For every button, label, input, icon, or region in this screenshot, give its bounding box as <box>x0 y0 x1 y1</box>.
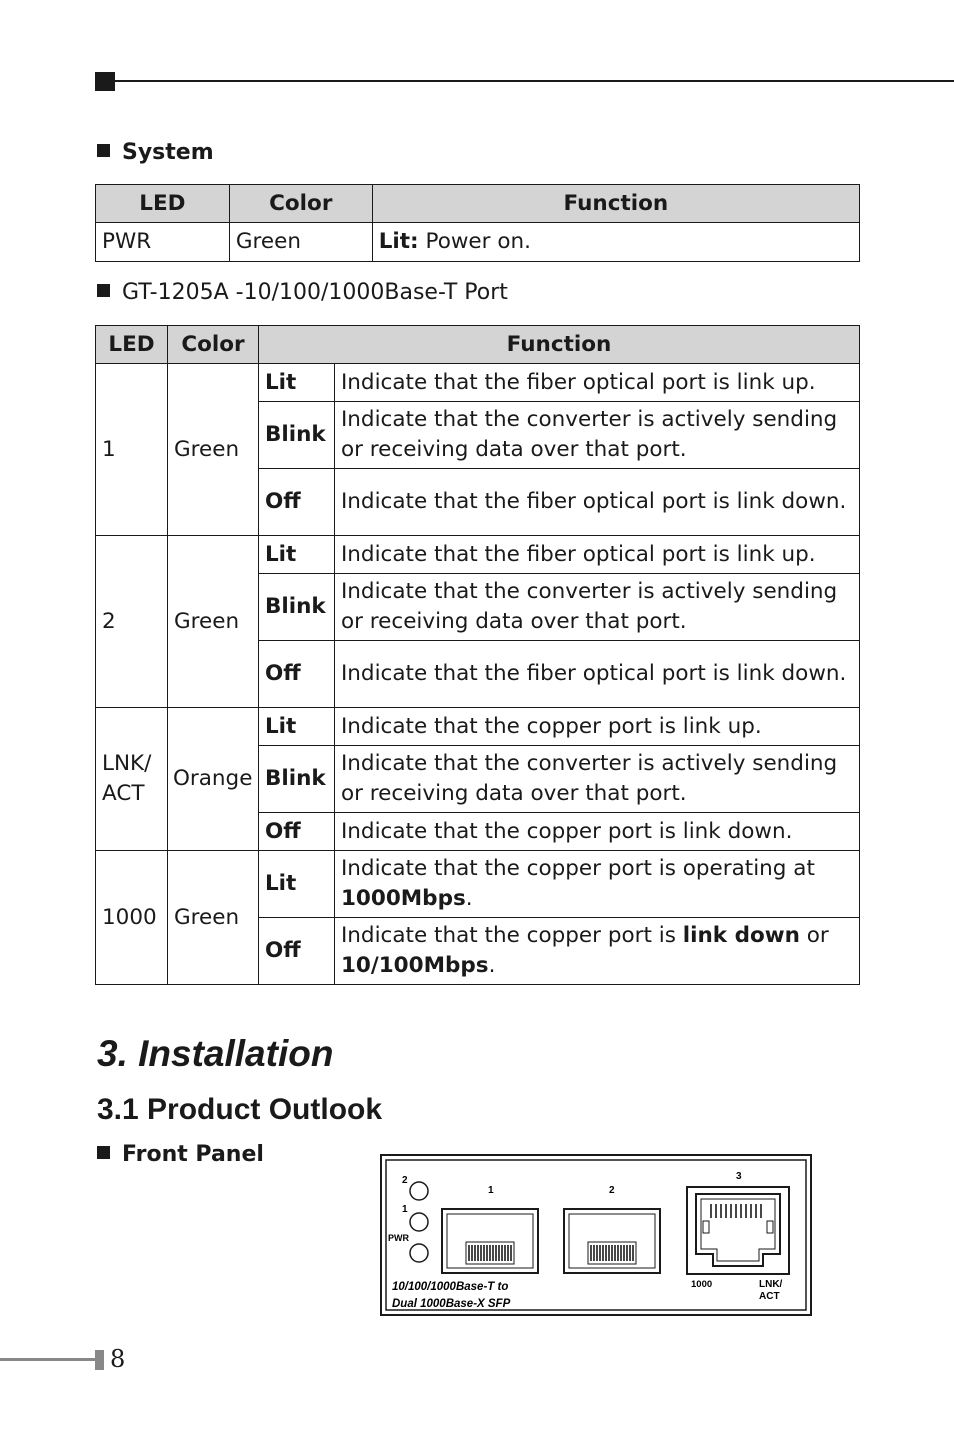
installation-title: 3. Installation <box>97 1033 334 1074</box>
table-row <box>96 708 860 746</box>
state-cell: Off <box>258 469 334 536</box>
function-desc-emphasis: 1000Mbps <box>340 886 466 911</box>
header-square <box>95 72 115 91</box>
led-label-1: 1 <box>402 1204 408 1215</box>
led-cell: 1000 <box>96 851 168 985</box>
led-label-pwr: PWR <box>388 1233 409 1243</box>
sfp-port-2-contacts <box>588 1242 636 1264</box>
table-header-row <box>96 326 860 364</box>
function-cell: Indicate that the fiber optical port is link down. <box>334 641 859 708</box>
led-cell: PWR <box>96 223 230 262</box>
table-header-row <box>96 185 860 223</box>
state-label: Lit: <box>378 229 419 254</box>
header-function: Function <box>372 185 859 223</box>
state-cell: Off <box>258 641 334 708</box>
color-cell: Green <box>167 364 258 536</box>
state-cell: Lit <box>258 851 334 918</box>
system-heading-text: System <box>122 140 214 165</box>
product-outlook-title: 3.1 Product Outlook <box>97 1093 383 1126</box>
function-cell: Indicate that the fiber optical port is link down. <box>334 469 859 536</box>
led-cell: 2 <box>96 536 168 708</box>
function-cell <box>372 223 859 262</box>
state-cell: Lit <box>258 536 334 574</box>
function-desc: or <box>799 923 829 948</box>
label-1000: 1000 <box>691 1279 713 1290</box>
color-cell: Green <box>167 536 258 708</box>
front-panel-diagram <box>380 1154 814 1320</box>
model-caption-line1: 10/100/1000Base-T to <box>392 1281 509 1293</box>
led-label-2: 2 <box>402 1175 408 1186</box>
port-label-2: 2 <box>609 1185 615 1196</box>
port-section-heading <box>97 280 508 306</box>
state-cell: Off <box>258 813 334 851</box>
port-led-table <box>95 325 860 985</box>
function-cell: Indicate that the copper port is link down. <box>334 813 859 851</box>
state-cell: Blink <box>258 402 334 469</box>
function-desc-emphasis: link down <box>682 923 800 948</box>
state-cell: Off <box>258 918 334 985</box>
color-cell: Green <box>167 851 258 985</box>
table-row <box>96 364 860 402</box>
function-cell: Indicate that the converter is actively sending or receiving data over that port. <box>334 574 859 641</box>
color-cell: Orange <box>167 708 258 851</box>
function-desc: Power on. <box>425 229 531 254</box>
header-color: Color <box>167 326 258 364</box>
function-cell: Indicate that the copper port is link up. <box>334 708 859 746</box>
front-panel-heading-text: Front Panel <box>122 1142 264 1167</box>
state-cell: Blink <box>258 574 334 641</box>
bullet-square-icon <box>97 1146 110 1159</box>
system-led-table <box>95 184 860 262</box>
front-panel-heading <box>97 1142 264 1168</box>
state-cell: Lit <box>258 708 334 746</box>
function-cell: Indicate that the fiber optical port is link up. <box>334 536 859 574</box>
label-act: ACT <box>759 1291 780 1302</box>
table-row <box>96 851 860 918</box>
function-desc: . <box>465 886 473 911</box>
port-label-1: 1 <box>488 1185 494 1196</box>
model-caption-line2: Dual 1000Base-X SFP <box>392 1298 511 1310</box>
sfp-port-1-contacts <box>466 1242 514 1264</box>
function-desc: Indicate that the copper port is operating at <box>340 856 815 881</box>
table-row <box>96 536 860 574</box>
led-cell: 1 <box>96 364 168 536</box>
function-cell <box>334 918 859 985</box>
state-cell: Lit <box>258 364 334 402</box>
bullet-square-icon <box>97 284 110 297</box>
header-led: LED <box>96 185 230 223</box>
port-section-heading-text: GT-1205A -10/100/1000Base-T Port <box>122 280 508 305</box>
header-function: Function <box>258 326 859 364</box>
led-cell: LNK/ ACT <box>96 708 168 851</box>
bullet-square-icon <box>97 144 110 157</box>
label-lnk: LNK/ <box>759 1279 783 1290</box>
function-desc: Indicate that the copper port is <box>340 923 683 948</box>
port-label-3: 3 <box>736 1171 742 1182</box>
function-cell: Indicate that the converter is actively sending or receiving data over that port. <box>334 746 859 813</box>
header-color: Color <box>229 185 372 223</box>
state-cell: Blink <box>258 746 334 813</box>
function-cell <box>334 851 859 918</box>
header-led: LED <box>96 326 168 364</box>
function-desc-emphasis: 10/100Mbps <box>340 953 489 978</box>
header-rule <box>113 80 954 82</box>
function-cell: Indicate that the converter is actively sending or receiving data over that port. <box>334 402 859 469</box>
function-desc: . <box>488 953 496 978</box>
table-row <box>96 223 860 262</box>
system-heading <box>97 140 214 166</box>
color-cell: Green <box>229 223 372 262</box>
footer-rule <box>0 1358 95 1361</box>
function-cell: Indicate that the fiber optical port is link up. <box>334 364 859 402</box>
footer-marker <box>95 1350 104 1370</box>
page-number: 8 <box>110 1345 126 1373</box>
